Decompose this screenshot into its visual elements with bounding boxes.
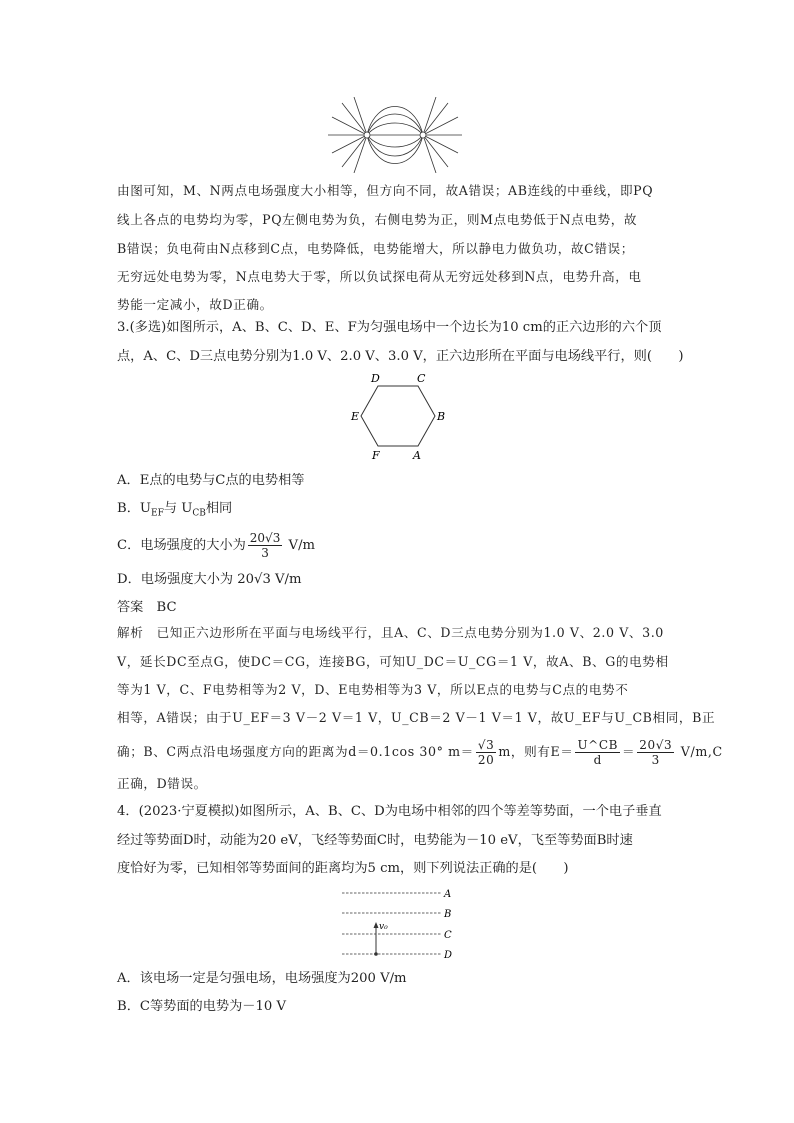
q3-optb-suffix: 相同: [205, 501, 233, 516]
q3-optb-prefix: B．U: [117, 501, 151, 516]
explanation-line-4: 无穷远处电势为零，N点电势大于零，所以负试探电荷从无穷远处移到N点，电势升高，电: [117, 269, 642, 284]
q3-exp5-fraction-3: [637, 738, 674, 767]
q4-stem-line-3: 度恰好为零，已知相邻等势面间的距离均为5 cm，则下列说法正确的是( ): [117, 861, 569, 876]
surface-label-a: A: [444, 889, 452, 900]
q3-explanation-line-1: 解析 已知正六边形所在平面与电场线平行，且A、C、D三点电势分别为1.0 V、2.0 V、3.0: [117, 625, 664, 640]
q3-optc-unit: V/m: [288, 538, 316, 553]
hex-label-c: C: [417, 372, 426, 385]
q3-exp5-mid: m，则有E＝: [498, 744, 574, 759]
q3-exp5-frac1-num: √3: [477, 738, 495, 752]
q3-optb-sub-cb: CB: [192, 508, 206, 519]
q3-option-b: [117, 500, 232, 523]
q3-exp5-frac1-den: 20: [477, 753, 495, 767]
velocity-arrowhead: [374, 922, 379, 928]
q3-exp5-fraction-1: [476, 738, 496, 767]
q3-optc-prefix: C．电场强度的大小为: [117, 538, 246, 553]
q3-option-d: D．电场强度大小为 20√3 V/m: [117, 572, 302, 587]
q3-optc-numerator: 20√3: [249, 531, 281, 545]
q3-explanation-line-4: 相等，A错误；由于U_EF＝3 V－2 V＝1 V，U_CB＝2 V－1 V＝1 V，故U_EF与U_CB相同，B正: [117, 710, 716, 725]
hex-label-f: F: [372, 449, 380, 462]
q3-exp5-prefix: 确；B、C两点沿电场强度方向的距离为d＝0.1cos 30° m＝: [117, 744, 474, 759]
surface-label-b: B: [444, 909, 452, 920]
q3-explanation-line-6: 正确，D错误。: [117, 776, 207, 791]
q3-optc-denominator: 3: [261, 546, 269, 560]
q3-optc-fraction: [248, 531, 283, 560]
q3-stem-line-2: 点，A、C、D三点电势分别为1.0 V、2.0 V、3.0 V，正六边形所在平面与电场线平行，则( ): [117, 349, 684, 364]
q4-option-b: B．C等势面的电势为－10 V: [117, 999, 286, 1014]
explanation-line-1: 由图可知，M、N两点电场强度大小相等，但方向不同，故A错误；AB连线的中垂线，即PQ: [117, 183, 654, 198]
q3-stem-line-1: 3.(多选)如图所示，A、B、C、D、E、F为匀强电场中一个边长为10 cm的正六边形的六个顶: [117, 320, 662, 335]
q3-exp5-suffix: V/m,C: [680, 744, 723, 759]
q3-explanation-line-2: V，延长DC至点G，使DC＝CG，连接BG，可知U_DC＝U_CG＝1 V，故A、B、G的电势相: [117, 654, 669, 669]
hexagon-figure: [345, 370, 451, 462]
field-lines-figure: [328, 97, 462, 173]
q3-option-c: [117, 531, 315, 560]
q3-explanation-line-3: 等为1 V，C、F电势相等为2 V，D、E电势相等为3 V，所以E点的电势与C点的电势不: [117, 682, 629, 697]
q3-optb-sub-ef: EF: [151, 508, 164, 519]
explanation-line-2: 线上各点的电势均为零，PQ左侧电势为负，右侧电势为正，则M点电势低于N点电势，故: [117, 212, 638, 227]
hex-label-a: A: [413, 449, 421, 462]
q3-exp5-equals: ＝: [622, 744, 636, 759]
q3-exp5-frac3-den: 3: [651, 753, 660, 767]
q3-exp5-frac3-num: 20√3: [639, 738, 673, 752]
q3-option-a: A．E点的电势与C点的电势相等: [117, 473, 305, 488]
q4-stem-line-1: 4．(2023·宁夏模拟)如图所示，A、B、C、D为电场中相邻的四个等差等势面，一个电子垂直: [117, 804, 662, 819]
q3-answer: 答案 BC: [117, 600, 177, 615]
q4-stem-line-2: 经过等势面D时，动能为20 eV，飞经等势面C时，电势能为－10 eV，飞至等势面B时速: [117, 833, 633, 848]
hex-label-e: E: [351, 410, 360, 423]
q3-exp5-frac2-num: U^CB: [577, 738, 619, 752]
q3-explanation-line-5: [117, 738, 723, 767]
q3-exp5-fraction-2: [575, 738, 620, 767]
hex-label-b: B: [437, 410, 446, 423]
explanation-line-5: 势能一定减小，故D正确。: [117, 297, 273, 312]
q4-option-a: A．该电场一定是匀强电场，电场强度为200 V/m: [117, 971, 407, 986]
equipotential-figure: [338, 884, 458, 962]
electron-dot: [374, 952, 378, 956]
velocity-label: v₀: [379, 922, 388, 932]
q3-exp5-frac2-den: d: [593, 753, 602, 767]
q3-optb-mid: 与 U: [163, 501, 193, 516]
surface-label-c: C: [444, 930, 452, 941]
surface-label-d: D: [444, 950, 453, 961]
explanation-line-3: B错误；负电荷由N点移到C点，电势降低，电势能增大，所以静电力做负功，故C错误；: [117, 241, 634, 256]
hex-label-d: D: [371, 372, 380, 385]
